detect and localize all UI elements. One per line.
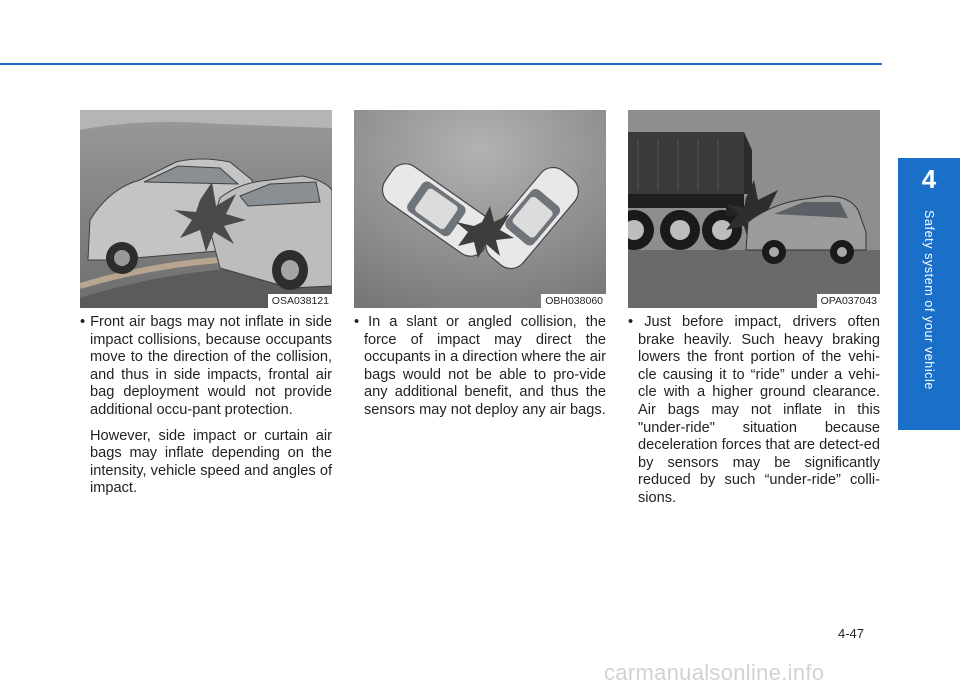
text-column-2 (352, 314, 606, 420)
text-column-1 (78, 314, 332, 498)
header-rule (0, 63, 882, 65)
figure-under-ride (628, 110, 880, 308)
figure-side-impact (80, 110, 332, 308)
figure-code: OSA038121 (268, 294, 332, 308)
side-impact-illustration (80, 110, 332, 308)
figure-code: OPA037043 (817, 294, 880, 308)
figure-code: OBH038060 (541, 294, 606, 308)
figure-angled-collision (354, 110, 606, 308)
bullet-front-airbags: • Front air bags may not inflate in side impact collisions, because occupants move to the direction of the collision, and thus in side impacts, frontal air bag deployment would not provide additional occu-pant protection. (80, 314, 332, 418)
bullet-angled-collision: • In a slant or angled collision, the force of impact may direct the occupants in a direction where the air bags would not be able to pro-vide any additional benefit, and thus the sensors may not deploy any air bags. (354, 314, 606, 418)
page-number: 4-47 (838, 626, 865, 641)
chapter-number: 4 (921, 164, 937, 194)
text-column-3 (626, 314, 880, 508)
chapter-title: Safety system of your vehicle (922, 210, 936, 390)
angled-collision-illustration (354, 110, 606, 308)
paragraph-side-airbags: However, side impact or curtain air bags may inflate depending on the intensity, vehicle speed and angles of impact. (90, 427, 332, 497)
bullet-under-ride: • Just before impact, drivers often brake heavily. Such heavy braking lowers the front portion of the vehi-cle causing it to “ride” under a vehi-cle with a higher ground clearance. Air bags may not inflate in this "under-ride" situation because deceleration forces that are detect-ed by sensors may be significantly reduced by such “under-ride” colli-sions. (628, 314, 880, 506)
under-ride-illustration (628, 110, 880, 308)
watermark: carmanualsonline.info (604, 660, 825, 685)
